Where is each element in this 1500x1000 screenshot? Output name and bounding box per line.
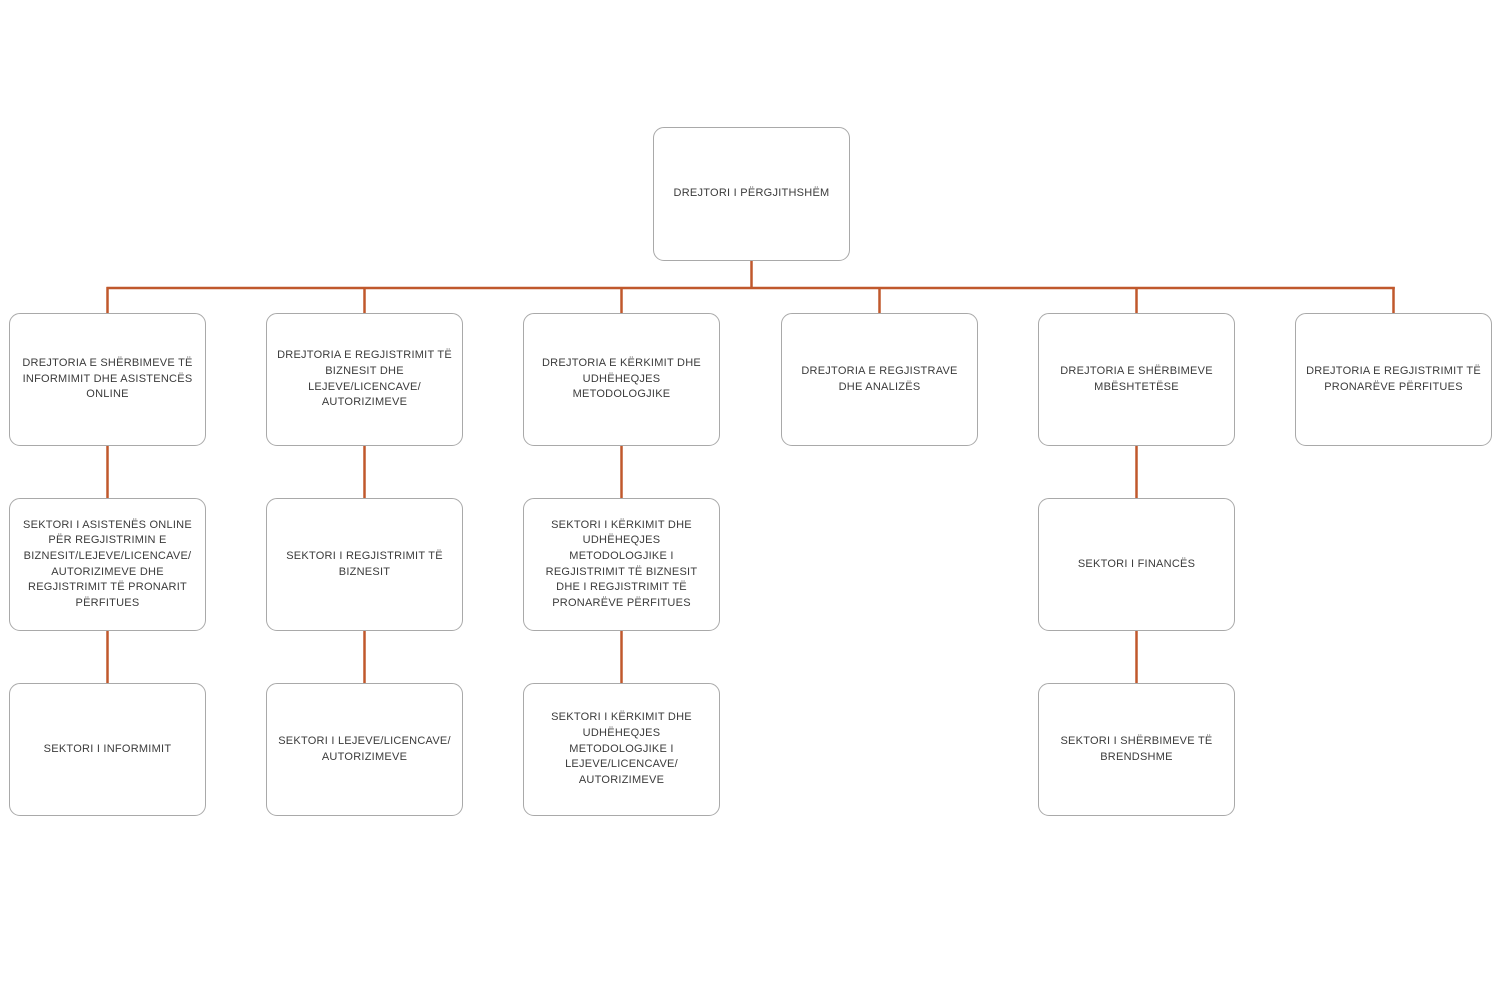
- org-node-label: SEKTORI I ASISTENËS ONLINE PËR REGJISTRIMIN E BIZNESIT/LEJEVE/LICENCAVE/ AUTORIZIMEVE DHE REGJISTRIMIT TË PRONARIT PËRFITUES: [23, 518, 192, 609]
- org-node-label: SEKTORI I FINANCËS: [1077, 557, 1196, 570]
- org-node-label: SEKTORI I SHËRBIMEVE TË BRENDSHME: [1060, 734, 1213, 763]
- org-node-sektori-kerkimit-lejeve: [523, 683, 720, 816]
- org-node-label: DREJTORIA E REGJISTRAVE DHE ANALIZËS: [801, 364, 958, 393]
- org-node-label: SEKTORI I REGJISTRIMIT TË BIZNESIT: [286, 549, 443, 578]
- org-node-sektori-kerkimit-regjistrimit: [523, 498, 720, 631]
- org-node-label: DREJTORIA E REGJISTRIMIT TË PRONARËVE PËRFITUES: [1306, 364, 1481, 393]
- org-node-sektori-informimit: [9, 683, 206, 816]
- org-node-label: DREJTORIA E KËRKIMIT DHE UDHËHEQJES METODOLOGJIKE: [541, 357, 701, 401]
- org-node-label: DREJTORI I PËRGJITHSHËM: [673, 187, 830, 200]
- org-node-label: DREJTORIA E REGJISTRIMIT TË BIZNESIT DHE LEJEVE/LICENCAVE/ AUTORIZIMEVE: [277, 349, 452, 409]
- org-node-drejtori-i-pergjithshem: [653, 127, 850, 261]
- org-node-label: SEKTORI I KËRKIMIT DHE UDHËHEQJES METODOLOGJIKE I REGJISTRIMIT TË BIZNESIT DHE I REGJISTRIMIT TË PRONARËVE PËRFITUES: [545, 518, 698, 609]
- org-node-drejtoria-regjistrimit-biznesit: [266, 313, 463, 446]
- org-node-label: SEKTORI I INFORMIMIT: [43, 742, 172, 755]
- org-node-label: DREJTORIA E SHËRBIMEVE TË INFORMIMIT DHE ASISTENCËS ONLINE: [22, 357, 193, 401]
- org-node-sektori-finances: [1038, 498, 1235, 631]
- org-node-sektori-sherbimeve-brendshme: [1038, 683, 1235, 816]
- org-node-label: SEKTORI I KËRKIMIT DHE UDHËHEQJES METODOLOGJIKE I LEJEVE/LICENCAVE/ AUTORIZIMEVE: [551, 711, 692, 786]
- org-node-drejtoria-sherbimeve-informimit: [9, 313, 206, 446]
- org-node-sektori-asistenes-online: [9, 498, 206, 631]
- org-node-drejtoria-sherbimeve-mbeshtetese: [1038, 313, 1235, 446]
- org-node-drejtoria-pronareve-perfitues: [1295, 313, 1492, 446]
- org-node-sektori-regjistrimit-biznesit: [266, 498, 463, 631]
- org-node-drejtoria-kerkimit-metodologjike: [523, 313, 720, 446]
- org-node-drejtoria-regjistrave-analizes: [781, 313, 978, 446]
- org-node-sektori-lejeve-licencave: [266, 683, 463, 816]
- org-node-label: DREJTORIA E SHËRBIMEVE MBËSHTETËSE: [1060, 364, 1213, 393]
- org-node-label: SEKTORI I LEJEVE/LICENCAVE/ AUTORIZIMEVE: [278, 734, 451, 763]
